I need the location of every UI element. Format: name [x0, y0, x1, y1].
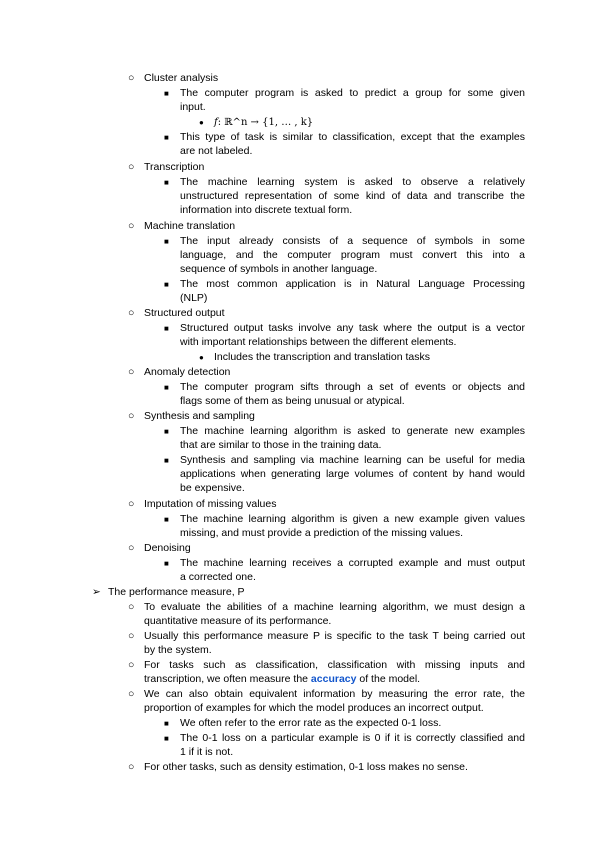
list-item-cluster-analysis: Cluster analysis — [144, 72, 219, 84]
circle-bullet-icon: ○ — [128, 307, 135, 319]
list-item-transcription: Transcription — [144, 161, 205, 173]
dot-bullet-icon: ● — [199, 353, 204, 362]
text-line: To evaluate the abilities of a machine learning algorithm, we must design a — [144, 601, 525, 613]
square-bullet-icon: ■ — [164, 133, 169, 142]
circle-bullet-icon: ○ — [128, 410, 135, 422]
circle-bullet-icon: ○ — [128, 659, 135, 671]
text-line: quantitative measure of its performance. — [144, 615, 332, 627]
formula-mapping: : ℝ^n → {1, … , k} — [217, 117, 314, 128]
text-line: Structured output tasks involve any task where the output is a vector — [180, 322, 525, 334]
list-item-anomaly-detection: Anomaly detection — [144, 366, 231, 378]
square-bullet-icon: ■ — [164, 89, 169, 98]
text-line: a corrected one. — [180, 571, 256, 583]
circle-bullet-icon: ○ — [128, 630, 135, 642]
text-line: For tasks such as classification, classification with missing inputs and — [144, 659, 525, 671]
text-line: For other tasks, such as density estimation, 0-1 loss makes no sense. — [144, 761, 468, 773]
formula — [214, 115, 313, 130]
text-line: proportion of examples for which the model produces an incorrect output. — [144, 702, 484, 714]
square-bullet-icon: ■ — [164, 280, 169, 289]
text-line: are not labeled. — [180, 145, 253, 157]
square-bullet-icon: ■ — [164, 456, 169, 465]
text-line: Synthesis and sampling via machine learning can be useful for media — [180, 454, 525, 466]
text-line: that are similar to those in the training data. — [180, 439, 382, 451]
square-bullet-icon: ■ — [164, 383, 169, 392]
text-line: with important relationships between the different elements. — [180, 336, 457, 348]
text-line: We can also obtain equivalent information by measuring the error rate, the — [144, 688, 525, 700]
text-line: The machine learning algorithm is given a new example given values — [180, 513, 525, 525]
arrow-bullet-icon: ➢ — [92, 586, 101, 598]
text-line: This type of task is similar to classification, except that the examples — [180, 131, 525, 143]
circle-bullet-icon: ○ — [128, 601, 135, 613]
text-line: 1 if it is not. — [180, 746, 234, 758]
circle-bullet-icon: ○ — [128, 366, 135, 378]
text-line: unstructured representation of some kind of data and transcribe the — [180, 190, 525, 202]
circle-bullet-icon: ○ — [128, 220, 135, 232]
text-line: sequence of symbols in another language. — [180, 263, 378, 275]
text-line: The computer program sifts through a set of events or objects and — [180, 381, 525, 393]
text-line: Usually this performance measure P is specific to the task T being carried out — [144, 630, 525, 642]
square-bullet-icon: ■ — [164, 237, 169, 246]
circle-bullet-icon: ○ — [128, 498, 135, 510]
text-line: input. — [180, 101, 206, 113]
square-bullet-icon: ■ — [164, 178, 169, 187]
square-bullet-icon: ■ — [164, 559, 169, 568]
circle-bullet-icon: ○ — [128, 161, 135, 173]
square-bullet-icon: ■ — [164, 734, 169, 743]
text-line: The machine learning receives a corrupted example and must output — [180, 557, 525, 569]
dot-bullet-icon: ● — [199, 118, 204, 127]
text-line: The machine learning system is asked to observe a relatively — [180, 176, 525, 188]
text-line: The 0-1 loss on a particular example is 0 if it is correctly classified and — [180, 732, 525, 744]
text-line: applications when generating large volumes of content by hand would — [180, 468, 525, 480]
section-performance-measure: The performance measure, P — [108, 586, 245, 598]
list-item-denoising: Denoising — [144, 542, 191, 554]
list-item-imputation: Imputation of missing values — [144, 498, 277, 510]
text-line: missing, and must provide a prediction of the missing values. — [180, 527, 464, 539]
circle-bullet-icon: ○ — [128, 761, 135, 773]
text-line — [144, 672, 420, 687]
text-line: language, and the computer program must convert this into a — [180, 249, 525, 261]
text-line: Includes the transcription and translation tasks — [214, 351, 430, 363]
text-line: The machine learning algorithm is asked to generate new examples — [180, 425, 525, 437]
text-line: The computer program is asked to predict a group for some given — [180, 87, 525, 99]
text-line: information into discrete textual form. — [180, 204, 353, 216]
text-line: be expensive. — [180, 482, 245, 494]
text-segment: of the model. — [356, 673, 421, 685]
list-item-machine-translation: Machine translation — [144, 220, 236, 232]
text-line: We often refer to the error rate as the expected 0-1 loss. — [180, 717, 442, 729]
text-segment: transcription, we often measure the — [144, 673, 311, 685]
text-line: by the system. — [144, 644, 212, 656]
list-item-structured-output: Structured output — [144, 307, 225, 319]
formula-function: f — [214, 117, 218, 128]
square-bullet-icon: ■ — [164, 515, 169, 524]
circle-bullet-icon: ○ — [128, 688, 135, 700]
text-line: (NLP) — [180, 292, 208, 304]
text-line: The input already consists of a sequence of symbols in some — [180, 235, 525, 247]
square-bullet-icon: ■ — [164, 324, 169, 333]
circle-bullet-icon: ○ — [128, 72, 135, 84]
accuracy-link[interactable]: accuracy — [310, 673, 357, 685]
circle-bullet-icon: ○ — [128, 542, 135, 554]
square-bullet-icon: ■ — [164, 719, 169, 728]
text-line: The most common application is in Natural Language Processing — [180, 278, 525, 290]
square-bullet-icon: ■ — [164, 427, 169, 436]
list-item-synthesis-sampling: Synthesis and sampling — [144, 410, 255, 422]
text-line: flags some of them as being unusual or atypical. — [180, 395, 405, 407]
